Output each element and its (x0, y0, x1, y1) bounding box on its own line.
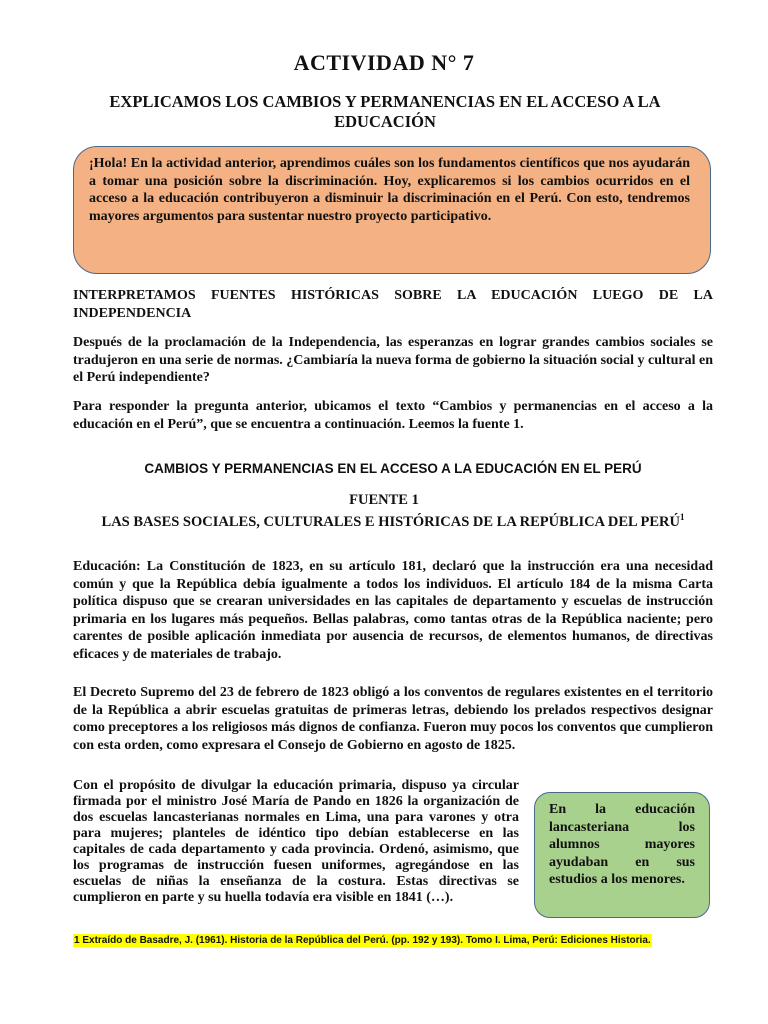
page-title: ACTIVIDAD N° 7 (293, 50, 475, 75)
paragraph-instructions: Para responder la pregunta anterior, ubicamos el texto “Cambios y permanencias en el acceso a la educación en el Perú”, que se encuentra a continuación. Leemos la fuente 1. (73, 399, 713, 432)
source-title-text: LAS BASES SOCIALES, CULTURALES E HISTÓRICAS DE LA REPÚBLICA DEL PERÚ (101, 513, 680, 530)
page-subtitle: EXPLICAMOS LOS CAMBIOS Y PERMANENCIAS EN EL ACCESO A LA EDUCACIÓN (109, 92, 661, 131)
intro-callout-text: ¡Hola! En la actividad anterior, aprendimos cuáles son los fundamentos científicos que nos ayudarán a tomar una posición sobre la discriminación. Hoy, explicaremos si los cambios ocurridos en el acceso a la educación contribuyeron a disminuir la discriminación en el Perú. Con esto, tendremos mayores argumentos para sustentar nuestro proyecto participativo. (89, 156, 690, 224)
footnote-marker: 1 (679, 512, 685, 522)
paragraph-decree: El Decreto Supremo del 23 de febrero de 1823 obligó a los conventos de regulares existentes en el territorio de la República a abrir escuelas gratuitas de primeras letras, debiendo los prelados respectivos designar como preceptores a los religiosos más dignos de confianza. Fueron muy pocos los conventos que cumplieron con esta orden, como expresara el Consejo de Gobierno en agosto de 1825. (73, 685, 713, 753)
lancasterian-note-text: En la educación lancasteriana los alumnos mayores ayudaban en sus estudios a los menores. (549, 802, 695, 887)
section-heading-interpret: INTERPRETAMOS FUENTES HISTÓRICAS SOBRE LA EDUCACIÓN LUEGO DE LA INDEPENDENCIA (73, 288, 713, 321)
paragraph-independence: Después de la proclamación de la Independencia, las esperanzas en lograr grandes cambios sociales se tradujeron en una serie de normas. ¿Cambiaría la nueva forma de gobierno la situación social y cultural en el Perú independiente? (73, 335, 713, 385)
intro-callout-box (73, 146, 711, 274)
paragraph-constitution: Educación: La Constitución de 1823, en su artículo 181, declaró que la instrucción era una necesidad común y que la República debía igualmente a todos los individuos. El artículo 184 de la misma Carta política dispuso que se crearan universidades en las capitales de departamento y escuelas de instrucción primaria en los lugares más pequeños. Bellas palabras, como tantas otras de la República naciente; pero carentes de posible aplicación inmediata por ausencia de recursos, de elementos humanos, de directivas eficaces y de materiales de trabajo. (73, 559, 713, 662)
source-label: FUENTE 1 (349, 492, 419, 508)
paragraph-lancasterian: Con el propósito de divulgar la educación primaria, dispuso ya circular firmada por el ministro José María de Pando en 1826 la organización de dos escuelas lancasterianas normales en Lima, una para varones y otra para mujeres; planteles de idéntico tipo debían establecerse en las capitales de cada departamento y cada provincia. Ordenó, asimismo, que los programas de instrucción fuesen uniformes, agregándose en las escuelas de niñas la enseñanza de la costura. Estas directivas se cumplieron en parte y su huella todavía era visible en 1841 (…). (73, 778, 519, 905)
section-heading-changes: CAMBIOS Y PERMANENCIAS EN EL ACCESO A LA EDUCACIÓN EN EL PERÚ (144, 461, 642, 476)
footnote-citation: 1 Extraído de Basadre, J. (1961). Historia de la República del Perú. (pp. 192 y 193). Tomo I. Lima, Perú: Ediciones Historia. (74, 935, 651, 946)
source-title (73, 509, 713, 531)
lancasterian-note-box (534, 792, 710, 918)
